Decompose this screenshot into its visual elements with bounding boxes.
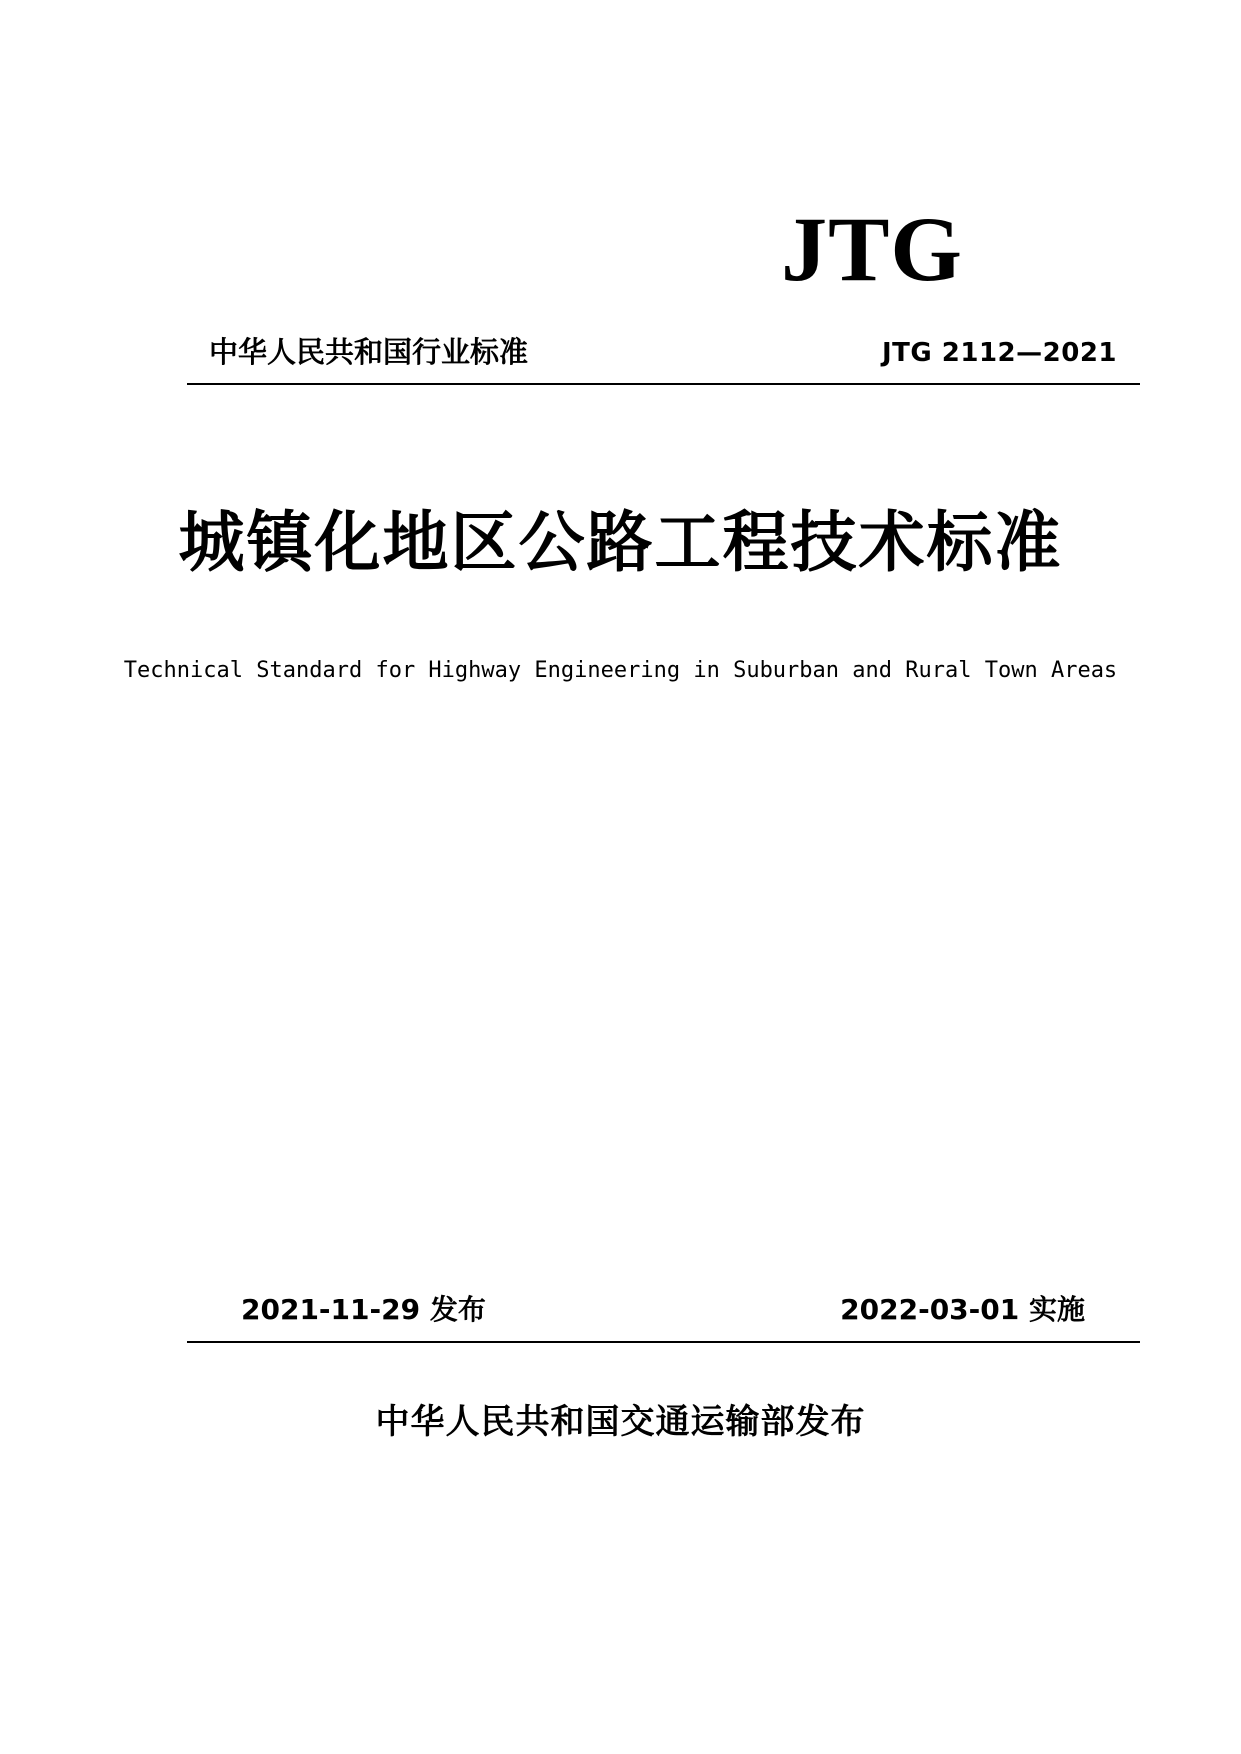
- header-divider: [187, 383, 1140, 385]
- footer-divider: [187, 1341, 1140, 1343]
- publisher: 中华人民共和国交通运输部发布: [375, 1402, 866, 1442]
- issue-date: 2021-11-29 发布: [241, 1293, 486, 1326]
- document-title-chinese: 城镇化地区公路工程技术标准: [178, 503, 1063, 581]
- document-title-english: Technical Standard for Highway Engineering in Suburban and Rural Town Areas: [123, 658, 1118, 683]
- implementation-date: 2022-03-01 实施: [840, 1293, 1085, 1326]
- standard-number: JTG 2112—2021: [881, 338, 1117, 368]
- series-mark: JTG: [781, 198, 963, 300]
- industry-standard-label: 中华人民共和国行业标准: [209, 335, 529, 369]
